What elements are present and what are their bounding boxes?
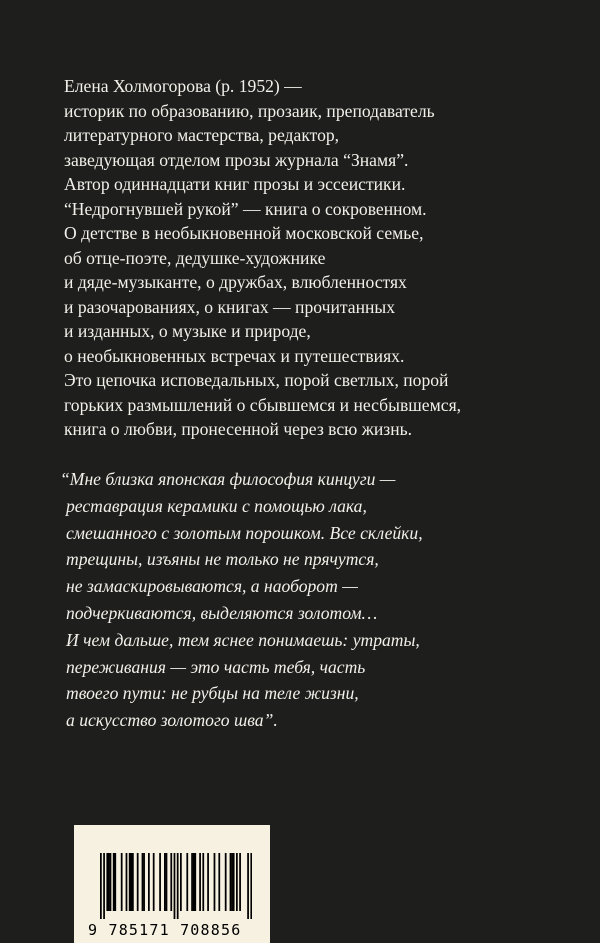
barcode-bar: [170, 853, 172, 911]
bio-line: Елена Холмогорова (р. 1952) —: [64, 76, 302, 96]
barcode-bar: [126, 853, 128, 911]
barcode-bar: [230, 853, 232, 911]
bio-line: заведующая отделом прозы журнала “Знамя”.: [64, 149, 409, 170]
quote-line: трещины, изъяны не только не прячутся,: [66, 549, 379, 570]
quote-line: а искусство золотого шва”.: [66, 710, 278, 731]
barcode-bar: [239, 853, 241, 911]
barcode-bar: [180, 853, 182, 911]
barcode-bar: [113, 853, 115, 911]
bio-line: и изданных, о музыке и природе,: [64, 321, 311, 341]
barcode-bar: [191, 853, 193, 911]
barcode-bar: [142, 853, 144, 911]
quote-line: И чем дальше, тем яснее понимаешь: утраты,: [66, 629, 420, 650]
bio-line: историк по образованию, прозаик, преподаватель: [64, 100, 435, 121]
barcode-bar: [103, 853, 105, 919]
quote-line: подчеркиваются, выделяются золотом…: [66, 602, 378, 623]
barcode-bar: [108, 853, 110, 911]
bio-line: литературного мастерства, редактор,: [64, 125, 340, 145]
bio-line: и разочарованиях, о книгах — прочитанных: [64, 296, 396, 317]
barcode-bar: [143, 853, 145, 911]
barcode-bar: [177, 853, 179, 919]
barcode-bar: [250, 853, 252, 919]
barcode-panel: [74, 825, 270, 943]
author-quote: [60, 466, 580, 734]
barcode-icon: [100, 853, 252, 919]
barcode-bar: [153, 853, 155, 911]
barcode-bar: [247, 853, 249, 919]
bio-line: “Недрогнувшей рукой” — книга о сокровенном.: [64, 198, 427, 219]
barcode-bar: [100, 853, 102, 919]
barcode-bar: [148, 853, 150, 911]
bio-line: Это цепочка исповедальных, порой светлых, порой: [64, 370, 449, 390]
barcode-bar: [106, 853, 108, 911]
barcode-bar: [202, 853, 204, 911]
barcode-bar: [186, 853, 188, 911]
barcode-bar: [121, 853, 123, 911]
barcode-bar: [137, 853, 139, 911]
quote-line: смешанного с золотым порошком. Все склейки,: [66, 522, 423, 543]
bio-line: о необыкновенных встречах и путешествиях.: [64, 345, 405, 366]
bio-line: горьких размышлений о сбывшемся и несбывшемся,: [64, 394, 462, 415]
barcode-bar: [114, 853, 116, 911]
barcode-bar: [225, 853, 227, 911]
bio-line: О детстве в необыкновенной московской семье,: [64, 223, 424, 243]
barcode-bar: [199, 853, 201, 911]
quote-line: не замаскировываются, а наоборот —: [66, 576, 358, 597]
barcode-bar: [236, 853, 238, 911]
barcode-bar: [233, 853, 235, 911]
barcode-bar: [207, 853, 209, 911]
quote-line: “Мне близка японская философия кинцуги —: [60, 469, 396, 489]
barcode-bar: [193, 853, 195, 911]
barcode-bar: [159, 853, 161, 911]
barcode-bar: [231, 853, 233, 911]
barcode-bar: [130, 853, 132, 911]
barcode-bar: [214, 853, 216, 911]
barcode-bar: [194, 853, 196, 911]
bio-line: и дяде-музыканте, о дружбах, влюбленностях: [64, 272, 407, 292]
quote-line: переживания — это часть тебя, часть: [66, 656, 366, 677]
quote-line: реставрация керамики с помощью лака,: [66, 495, 367, 516]
barcode-bar: [110, 853, 112, 911]
barcode-bar: [129, 853, 131, 911]
author-bio: [64, 74, 584, 442]
barcode-bar: [166, 853, 168, 911]
bio-line: об отце-поэте, дедушке-художнике: [64, 247, 326, 268]
barcode-bar: [174, 853, 176, 919]
bio-line: Автор одиннадцати книг прозы и эссеистики.: [64, 174, 406, 194]
barcode-bar: [164, 853, 166, 911]
quote-line: твоего пути: не рубцы на теле жизни,: [66, 683, 359, 704]
isbn-number: 9 785171 708856: [88, 921, 242, 939]
barcode-bar: [132, 853, 134, 911]
barcode-bar: [218, 853, 220, 911]
bio-line: книга о любви, пронесенной через всю жизнь.: [64, 419, 413, 439]
